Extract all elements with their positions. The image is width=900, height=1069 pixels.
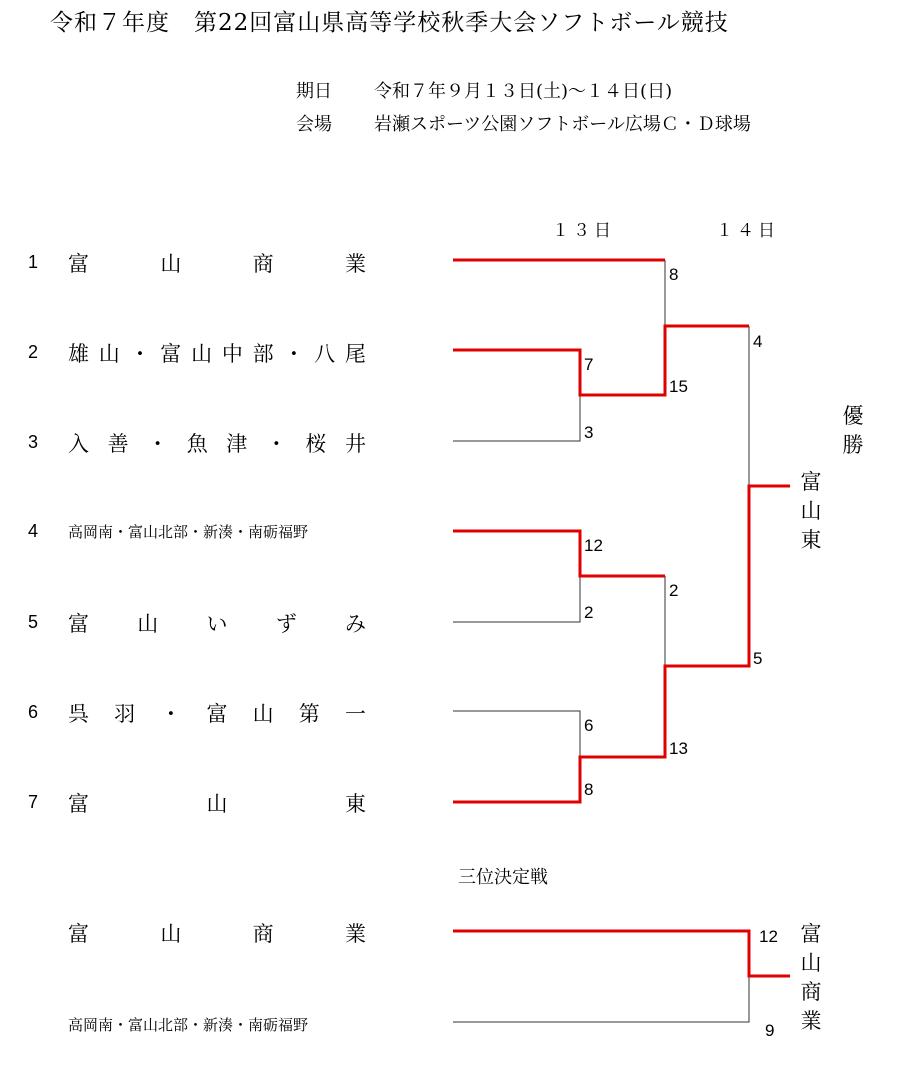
score: 13 xyxy=(669,739,688,758)
page-title: 令和７年度 第22回富山県高等学校秋季大会ソフトボール競技 xyxy=(50,10,729,36)
score: 4 xyxy=(753,332,763,351)
champion-team: 富 山 東 xyxy=(800,470,822,552)
bracket-line xyxy=(453,395,580,441)
champion-label: 優 勝 xyxy=(842,404,864,457)
score: 9 xyxy=(765,1021,775,1040)
third-place-team-bottom: 高岡南・富山北部・新湊・南砺福野 xyxy=(68,1016,309,1034)
date-label: 期日 xyxy=(296,81,332,102)
seed-number: 6 xyxy=(28,702,39,722)
score: 2 xyxy=(584,603,594,622)
score: 8 xyxy=(584,780,594,799)
score: 7 xyxy=(584,355,594,374)
score: 12 xyxy=(759,927,778,946)
bracket-line xyxy=(453,711,580,757)
seed-number: 4 xyxy=(28,521,39,541)
bracket-line xyxy=(453,326,749,395)
score: 8 xyxy=(669,265,679,284)
seed-number: 3 xyxy=(28,432,39,452)
seed-number: 1 xyxy=(28,252,39,272)
team-name-4: 高岡南・富山北部・新湊・南砺福野 xyxy=(68,523,309,541)
venue-value: 岩瀬スポーツ公園ソフトボール広場Ｃ・Ｄ球場 xyxy=(374,114,751,135)
third-place-team-top: 富 山 商 業 xyxy=(68,922,366,946)
day2-header: １４日 xyxy=(716,221,779,241)
bracket-line xyxy=(453,976,749,1022)
team-name-1: 富 山 商 業 xyxy=(68,252,366,276)
team-name-7: 富 山 東 xyxy=(68,792,366,816)
score: 12 xyxy=(584,536,603,555)
bracket-line xyxy=(453,531,665,576)
third-place-winner: 富 山 商 業 xyxy=(800,922,822,1033)
team-name-2: 雄 山 ・ 富 山 中 部 ・ 八 尾 xyxy=(68,342,366,366)
third-place-label: 三位決定戦 xyxy=(458,867,548,888)
score: 5 xyxy=(753,649,763,668)
team-name-3: 入 善 ・ 魚 津 ・ 桜 井 xyxy=(68,432,366,456)
score: 2 xyxy=(669,581,679,600)
score: 3 xyxy=(584,423,594,442)
team-name-6: 呉 羽 ・ 富 山 第 一 xyxy=(68,702,366,726)
team-name-5: 富 山 い ず み xyxy=(68,612,366,636)
bracket-line xyxy=(453,486,790,802)
date-value: 令和７年９月１３日(土)～１４日(日) xyxy=(374,81,673,102)
score: 6 xyxy=(584,716,594,735)
seed-number: 7 xyxy=(28,792,39,812)
seed-number: 5 xyxy=(28,612,39,632)
bracket-line xyxy=(453,931,790,976)
bracket-line xyxy=(453,576,580,622)
seed-number: 2 xyxy=(28,342,39,362)
score: 15 xyxy=(669,377,688,396)
venue-label: 会場 xyxy=(296,114,332,135)
day1-header: １３日 xyxy=(552,221,615,241)
